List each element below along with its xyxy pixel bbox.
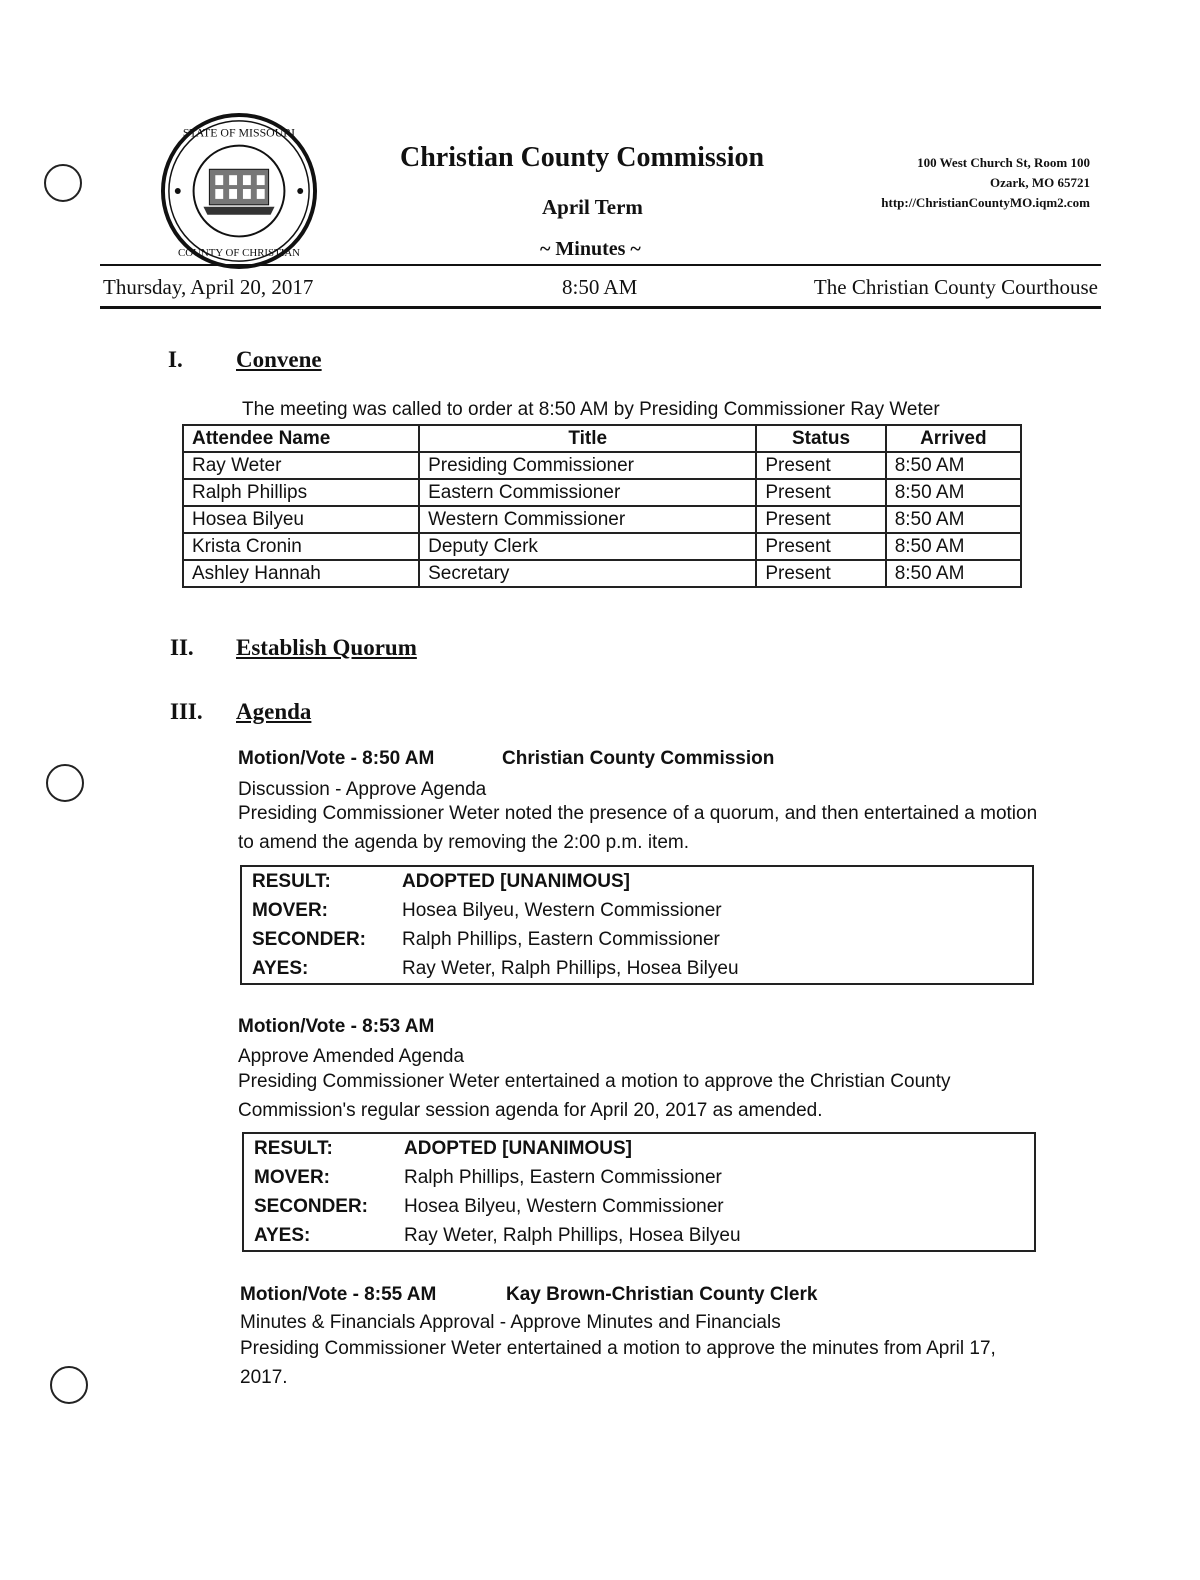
vote-result: ADOPTED [UNANIMOUS] xyxy=(402,871,630,892)
attendee-table xyxy=(182,424,1022,588)
vote-label: RESULT: xyxy=(254,1138,333,1159)
punch-hole xyxy=(50,1366,88,1404)
vote-label: SECONDER: xyxy=(254,1196,369,1217)
section-number: II. xyxy=(170,635,194,660)
section-title-agenda: Agenda xyxy=(236,699,312,724)
vote-seconder: Hosea Bilyeu, Western Commissioner xyxy=(404,1196,724,1217)
minutes-label: ~ Minutes ~ xyxy=(540,238,641,260)
vote-label: AYES: xyxy=(252,958,309,979)
vote-seconder-row xyxy=(244,1192,1034,1221)
vote-result-row xyxy=(242,867,1032,896)
address-line-2: Ozark, MO 65721 xyxy=(989,175,1090,190)
vote-label: AYES: xyxy=(254,1225,311,1246)
vote-ayes: Ray Weter, Ralph Phillips, Hosea Bilyeu xyxy=(402,958,739,979)
header-rule-top xyxy=(100,264,1101,266)
meeting-date: Thursday, April 20, 2017 xyxy=(103,275,314,299)
vote-result-row xyxy=(244,1134,1034,1163)
vote-mover-row xyxy=(244,1163,1034,1192)
attendee-arrived: 8:50 AM xyxy=(886,533,1021,560)
column-header: Title xyxy=(419,425,756,452)
attendee-arrived: 8:50 AM xyxy=(886,452,1021,479)
website: http://ChristianCountyMO.iqm2.com xyxy=(881,195,1090,210)
table-row xyxy=(183,560,1021,587)
motion-topic: Minutes & Financials Approval - Approve Minutes and Financials xyxy=(240,1312,781,1333)
address-line-1: 100 West Church St, Room 100 xyxy=(917,155,1090,170)
vote-seconder: Ralph Phillips, Eastern Commissioner xyxy=(402,929,720,950)
attendee-title: Eastern Commissioner xyxy=(419,479,756,506)
attendee-arrived: 8:50 AM xyxy=(886,560,1021,587)
vote-label: MOVER: xyxy=(252,900,328,921)
section-number: III. xyxy=(170,699,203,724)
attendee-status: Present xyxy=(756,479,885,506)
attendee-status: Present xyxy=(756,560,885,587)
vote-ayes-row xyxy=(242,954,1032,983)
attendee-status: Present xyxy=(756,452,885,479)
section-number: I. xyxy=(168,347,183,372)
table-row xyxy=(183,533,1021,560)
column-header: Attendee Name xyxy=(183,425,419,452)
vote-result-box xyxy=(240,865,1034,985)
vote-label: MOVER: xyxy=(254,1167,330,1188)
meeting-time: 8:50 AM xyxy=(562,275,638,299)
vote-label: RESULT: xyxy=(252,871,331,892)
county-seal-logo xyxy=(160,112,318,270)
vote-result: ADOPTED [UNANIMOUS] xyxy=(404,1138,632,1159)
table-row xyxy=(183,452,1021,479)
attendee-name: Ashley Hannah xyxy=(183,560,419,587)
vote-ayes-row xyxy=(244,1221,1034,1250)
vote-mover: Ralph Phillips, Eastern Commissioner xyxy=(404,1167,722,1188)
attendee-title: Presiding Commissioner xyxy=(419,452,756,479)
vote-result-box xyxy=(242,1132,1036,1252)
attendee-name: Krista Cronin xyxy=(183,533,419,560)
attendee-title: Western Commissioner xyxy=(419,506,756,533)
vote-ayes: Ray Weter, Ralph Phillips, Hosea Bilyeu xyxy=(404,1225,741,1246)
attendee-name: Ray Weter xyxy=(183,452,419,479)
punch-hole xyxy=(44,164,82,202)
attendee-arrived: 8:50 AM xyxy=(886,479,1021,506)
header-rule-bottom xyxy=(100,306,1101,309)
motion-presenter: Christian County Commission xyxy=(502,748,775,769)
attendee-name: Ralph Phillips xyxy=(183,479,419,506)
table-row xyxy=(183,479,1021,506)
convene-intro: The meeting was called to order at 8:50 AM by Presiding Commissioner Ray Weter xyxy=(242,399,940,420)
motion-topic: Discussion - Approve Agenda xyxy=(238,779,487,800)
motion-topic: Approve Amended Agenda xyxy=(238,1046,465,1067)
attendee-status: Present xyxy=(756,506,885,533)
motion-heading: Motion/Vote - 8:50 AM xyxy=(238,748,435,769)
motion-text: Presiding Commissioner Weter entertained a motion to approve the minutes from April 17, 2017. xyxy=(240,1338,996,1388)
term-label: April Term xyxy=(542,195,643,219)
meeting-location: The Christian County Courthouse xyxy=(813,275,1098,299)
table-header-row xyxy=(183,425,1021,452)
motion-text: Presiding Commissioner Weter entertained a motion to approve the Christian County Commission's regular session agenda for April 20, 2017 as amended. xyxy=(238,1071,951,1121)
motion-heading: Motion/Vote - 8:53 AM xyxy=(238,1016,435,1037)
attendee-title: Secretary xyxy=(419,560,756,587)
column-header: Status xyxy=(756,425,885,452)
svg-text:COUNTY OF CHRISTIAN: COUNTY OF CHRISTIAN xyxy=(177,247,301,260)
section-title-convene: Convene xyxy=(236,347,322,372)
attendee-name: Hosea Bilyeu xyxy=(183,506,419,533)
motion-heading: Motion/Vote - 8:55 AM xyxy=(240,1284,437,1305)
svg-text:STATE OF MISSOURI: STATE OF MISSOURI xyxy=(182,125,296,140)
attendee-status: Present xyxy=(756,533,885,560)
vote-mover-row xyxy=(242,896,1032,925)
motion-text: Presiding Commissioner Weter noted the presence of a quorum, and then entertained a motion to amend the agenda by removing the 2:00 p.m. item. xyxy=(238,803,1038,853)
table-row xyxy=(183,506,1021,533)
address-block xyxy=(850,153,1090,213)
vote-seconder-row xyxy=(242,925,1032,954)
vote-mover: Hosea Bilyeu, Western Commissioner xyxy=(402,900,722,921)
punch-hole xyxy=(46,764,84,802)
motion-presenter: Kay Brown-Christian County Clerk xyxy=(506,1284,818,1305)
section-title-quorum: Establish Quorum xyxy=(236,635,417,660)
attendee-arrived: 8:50 AM xyxy=(886,506,1021,533)
organization-title: Christian County Commission xyxy=(400,142,765,173)
attendee-title: Deputy Clerk xyxy=(419,533,756,560)
column-header: Arrived xyxy=(886,425,1021,452)
vote-label: SECONDER: xyxy=(252,929,367,950)
